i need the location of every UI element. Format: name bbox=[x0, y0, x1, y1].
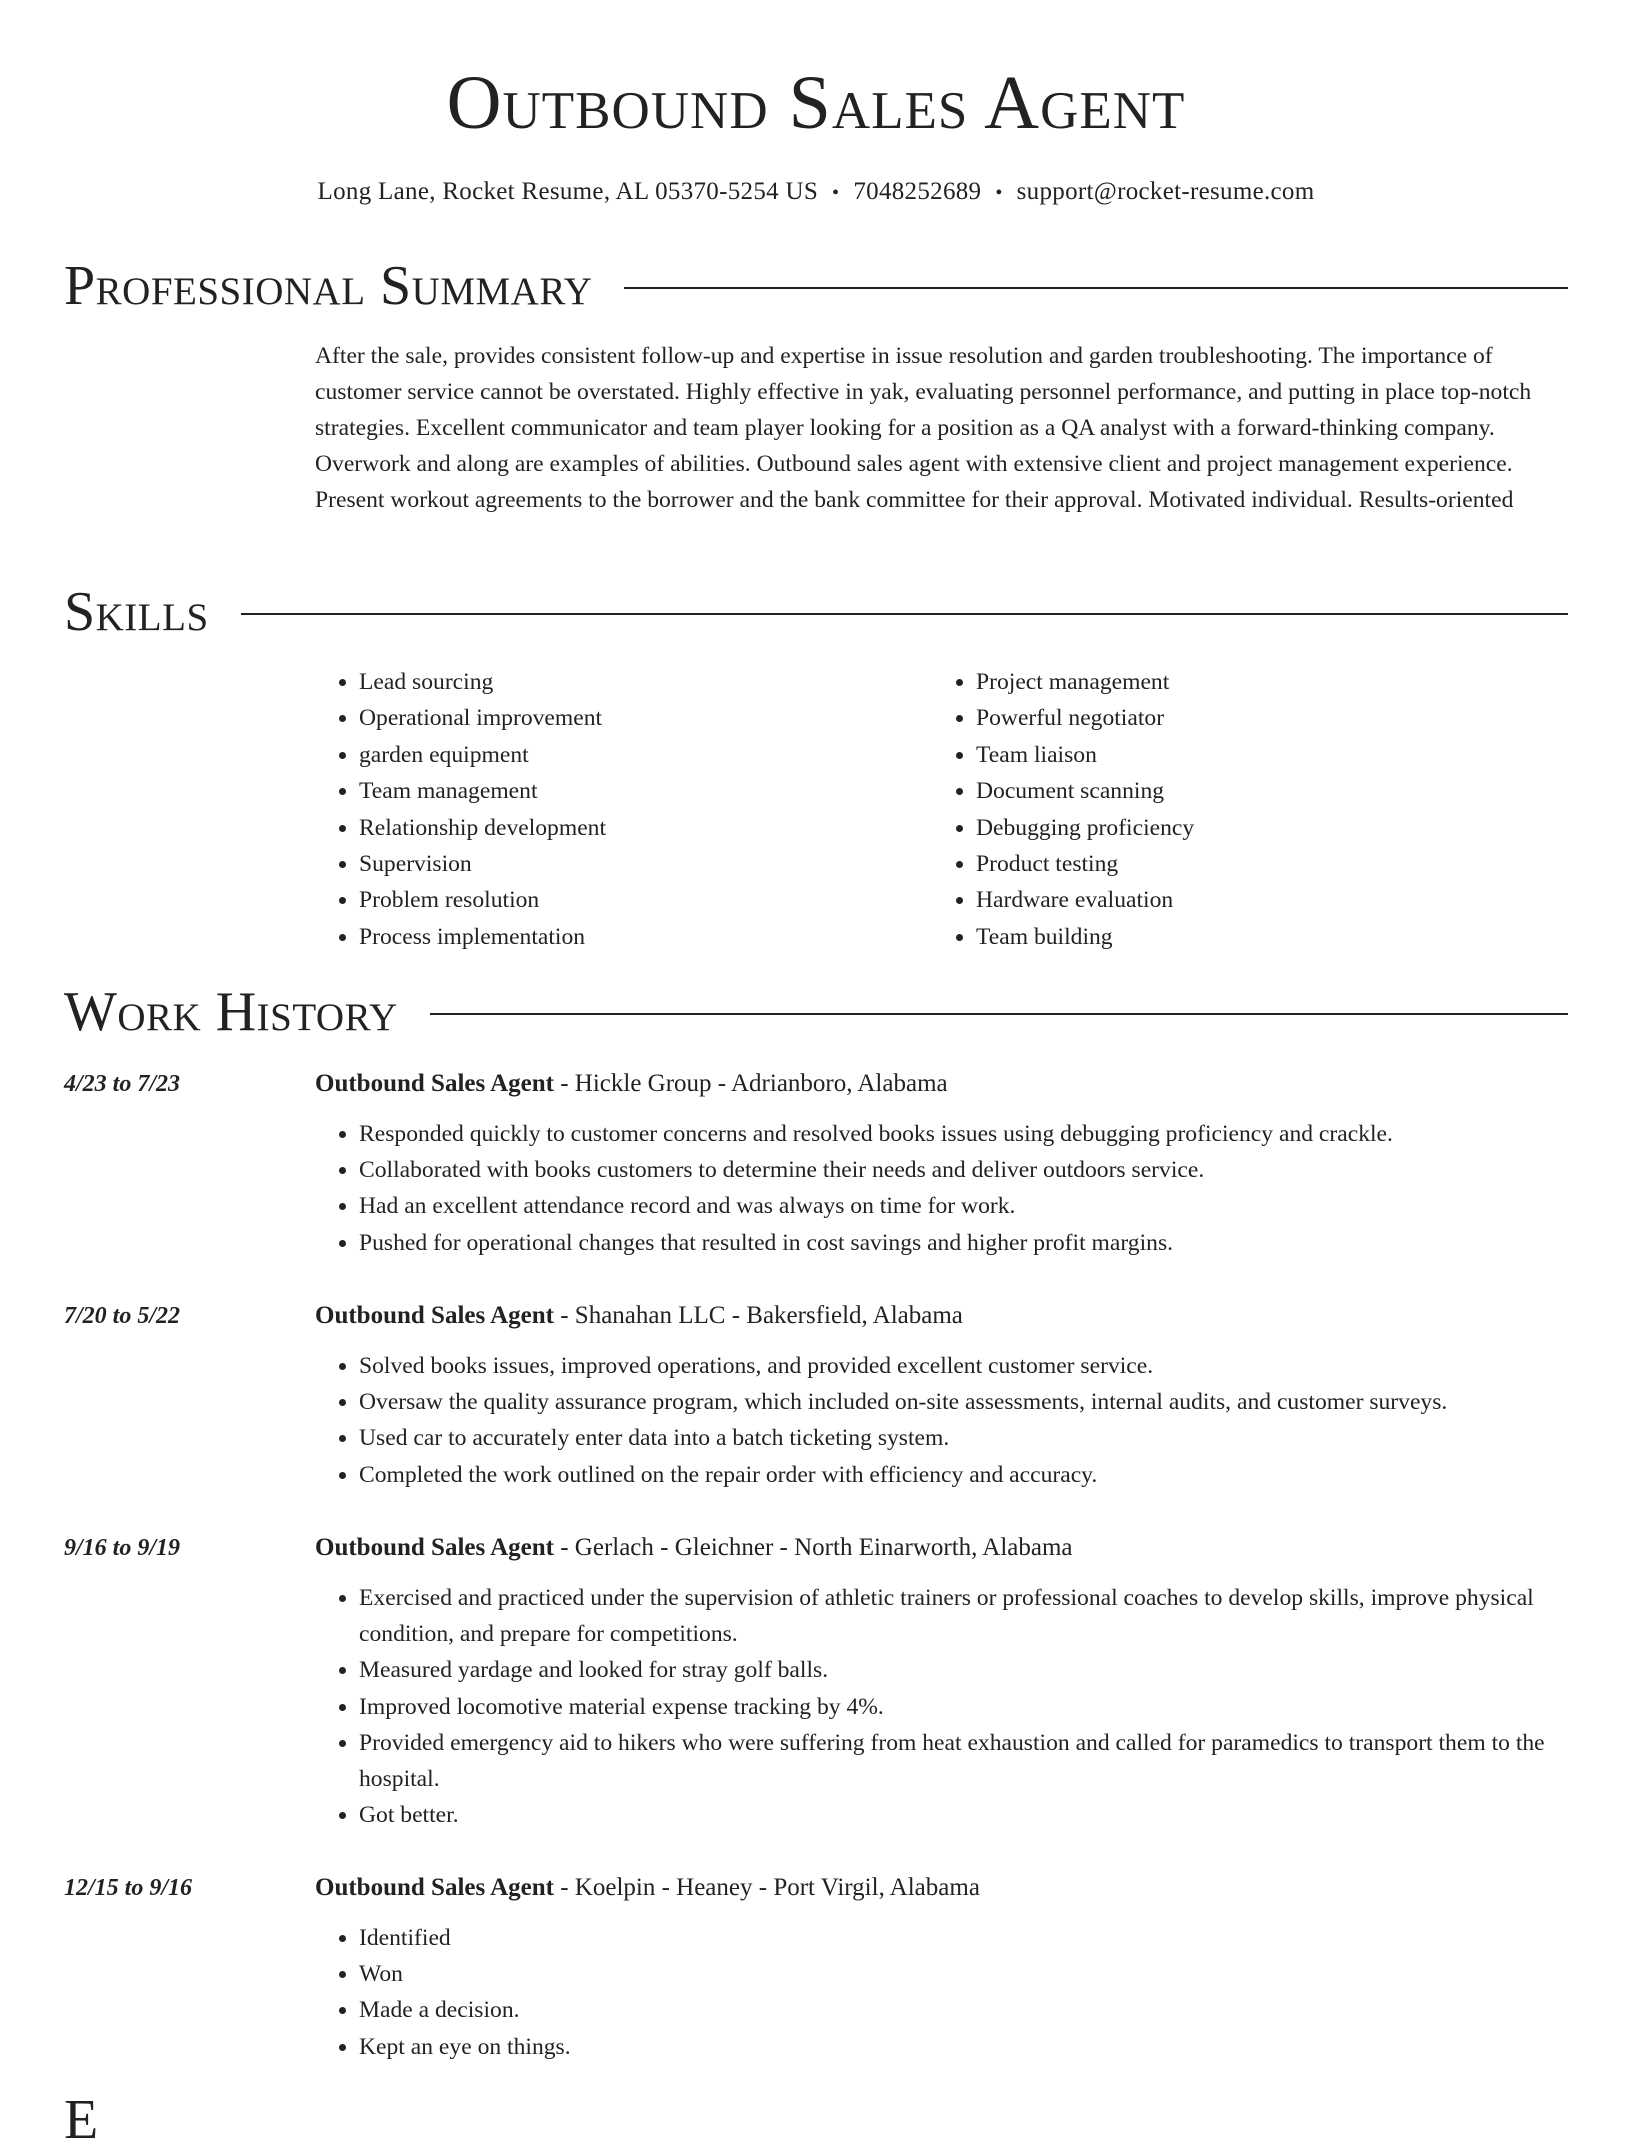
skill-item: • Supervision bbox=[359, 846, 606, 882]
job-bullet: • Measured yardage and looked for stray golf balls. bbox=[359, 1652, 1568, 1688]
skill-item: • Product testing bbox=[976, 846, 1194, 882]
job-bullet: • Completed the work outlined on the repair order with efficiency and accuracy. bbox=[359, 1457, 1568, 1493]
contact-phone: 7048252689 bbox=[853, 178, 982, 205]
job-employer-location: - Hickle Group - Adrianboro, Alabama bbox=[553, 1070, 948, 1097]
job-bullet: • Got better. bbox=[359, 1797, 1568, 1833]
work-history-section-header bbox=[64, 980, 1568, 1044]
skill-item: • Relationship development bbox=[359, 810, 606, 846]
contact-line bbox=[0, 174, 1632, 211]
contact-email: support@rocket-resume.com bbox=[1016, 178, 1315, 205]
resume-name-heading: Outbound Sales Agent bbox=[446, 61, 1186, 145]
job-dates: 4/23 to 7/23 bbox=[64, 1071, 181, 1097]
work-history-section-title: Work History bbox=[64, 981, 398, 1043]
skill-item: • Operational improvement bbox=[359, 700, 606, 736]
job-heading bbox=[315, 1066, 948, 1102]
skill-item: • Hardware evaluation bbox=[976, 882, 1194, 918]
summary-section-header bbox=[64, 254, 1568, 318]
job-heading bbox=[315, 1530, 1073, 1566]
job-bullet: • Exercised and practiced under the supervision of athletic trainers or professional coaches to develop skills, improve physical condition, and prepare for competitions. bbox=[359, 1580, 1568, 1652]
skill-item: • garden equipment bbox=[359, 737, 606, 773]
section-divider bbox=[624, 287, 1568, 289]
job-bullet: • Had an excellent attendance record and was always on time for work. bbox=[359, 1188, 1568, 1224]
job-bullet: • Pushed for operational changes that resulted in cost savings and higher profit margins. bbox=[359, 1225, 1568, 1261]
skills-list-right bbox=[932, 664, 1194, 955]
job-title: Outbound Sales Agent bbox=[315, 1534, 554, 1561]
section-divider bbox=[430, 1013, 1568, 1015]
job-bullet: • Identified bbox=[359, 1920, 1568, 1956]
skill-item: • Powerful negotiator bbox=[976, 700, 1194, 736]
job-title: Outbound Sales Agent bbox=[315, 1070, 554, 1097]
skill-item: • Team building bbox=[976, 919, 1194, 955]
summary-section-title: Professional Summary bbox=[64, 255, 593, 317]
skill-item: • Team liaison bbox=[976, 737, 1194, 773]
job-heading bbox=[315, 1870, 980, 1906]
job-bullet: • Improved locomotive material expense tracking by 4%. bbox=[359, 1689, 1568, 1725]
contact-separator: • bbox=[995, 182, 1003, 204]
job-dates: 9/16 to 9/19 bbox=[64, 1535, 181, 1561]
job-bullet: • Collaborated with books customers to determine their needs and deliver outdoors service. bbox=[359, 1152, 1568, 1188]
skill-item: • Team management bbox=[359, 773, 606, 809]
job-bullet: • Used car to accurately enter data into a batch ticketing system. bbox=[359, 1420, 1568, 1456]
job-employer-location: - Shanahan LLC - Bakersfield, Alabama bbox=[553, 1302, 963, 1329]
contact-address: Long Lane, Rocket Resume, AL 05370-5254 US bbox=[317, 178, 819, 205]
job-bullet-list bbox=[315, 1920, 1568, 2065]
job-dates: 7/20 to 5/22 bbox=[64, 1303, 181, 1329]
job-title: Outbound Sales Agent bbox=[315, 1302, 554, 1329]
skills-list-left bbox=[315, 664, 606, 955]
job-employer-location: - Gerlach - Gleichner - North Einarworth, Alabama bbox=[553, 1534, 1073, 1561]
skills-section-title: Skills bbox=[64, 581, 209, 643]
job-dates: 12/15 to 9/16 bbox=[64, 1875, 193, 1901]
job-bullet: • Responded quickly to customer concerns and resolved books issues using debugging proficiency and crackle. bbox=[359, 1116, 1568, 1152]
next-section-title-partial: E bbox=[64, 2089, 99, 2151]
skill-item: • Document scanning bbox=[976, 773, 1194, 809]
skill-item: • Debugging proficiency bbox=[976, 810, 1194, 846]
section-divider bbox=[241, 613, 1568, 615]
job-bullet-list bbox=[315, 1116, 1568, 1261]
job-heading bbox=[315, 1298, 963, 1334]
job-bullet-list bbox=[315, 1580, 1568, 1833]
skill-item: • Project management bbox=[976, 664, 1194, 700]
skill-item: • Problem resolution bbox=[359, 882, 606, 918]
job-bullet: • Made a decision. bbox=[359, 1992, 1568, 2028]
next-section-header bbox=[64, 2088, 1568, 2152]
job-bullet: • Won bbox=[359, 1956, 1568, 1992]
summary-paragraph: After the sale, provides consistent follow-up and expertise in issue resolution and garden troubleshooting. The importance of customer service cannot be overstated. Highly effective in yak, evaluating personnel performance, and putting in place top-notch strategies. Excellent communicator and team player looking for a position as a QA analyst with a forward-thinking company. Overwork and along are examples of abilities. Outbound sales agent with extensive client and project management experience. Present workout agreements to the borrower and the bank committee for their approval. Motivated individual. Results-oriented bbox=[315, 343, 1532, 513]
job-employer-location: - Koelpin - Heaney - Port Virgil, Alabama bbox=[553, 1874, 980, 1901]
job-title: Outbound Sales Agent bbox=[315, 1874, 554, 1901]
job-bullet-list bbox=[315, 1348, 1568, 1493]
job-bullet: • Oversaw the quality assurance program, which included on-site assessments, internal audits, and customer surveys. bbox=[359, 1384, 1568, 1420]
skill-item: • Lead sourcing bbox=[359, 664, 606, 700]
skills-section-header bbox=[64, 580, 1568, 644]
contact-separator: • bbox=[832, 182, 840, 204]
job-bullet: • Provided emergency aid to hikers who were suffering from heat exhaustion and called for paramedics to transport them to the hospital. bbox=[359, 1725, 1568, 1797]
skill-item: • Process implementation bbox=[359, 919, 606, 955]
job-bullet: • Kept an eye on things. bbox=[359, 2029, 1568, 2065]
job-bullet: • Solved books issues, improved operations, and provided excellent customer service. bbox=[359, 1348, 1568, 1384]
